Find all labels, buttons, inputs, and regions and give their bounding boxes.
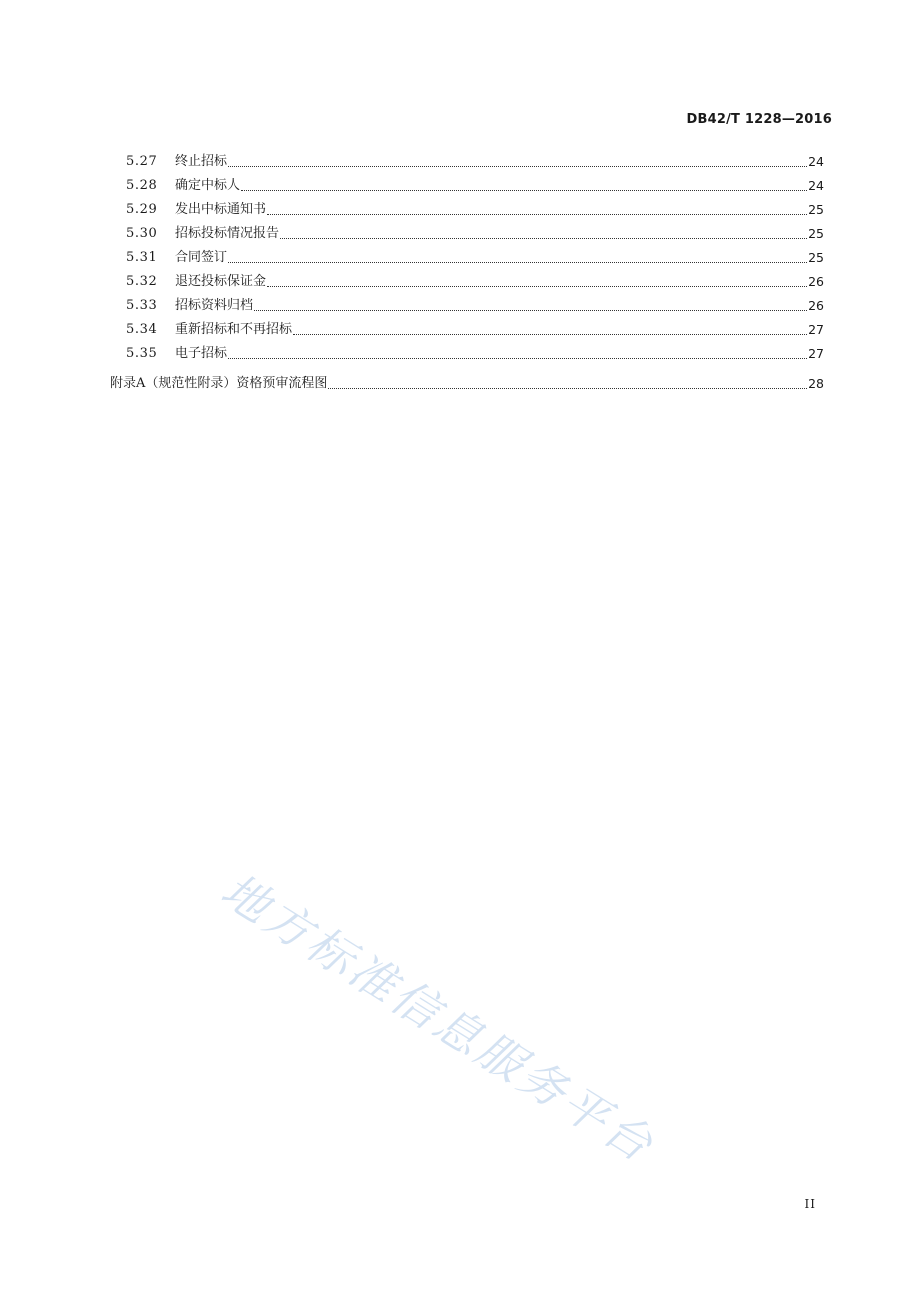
toc-entry-number: 5.34: [126, 322, 158, 337]
toc-appendix-page: 28: [808, 376, 824, 391]
toc-entry[interactable]: [126, 294, 824, 314]
toc-entry-title: 合同签订: [175, 250, 228, 265]
toc-entry-page: 25: [808, 250, 824, 265]
toc-entry-title: 退还投标保证金: [175, 274, 267, 289]
toc-entry-page: 24: [808, 154, 824, 169]
toc-appendix-title: 附录A（规范性附录）资格预审流程图: [110, 376, 328, 391]
toc-entry-page: 27: [808, 322, 824, 337]
toc-entry-page: 24: [808, 178, 824, 193]
toc-entry[interactable]: [126, 150, 824, 170]
dot-leader: [241, 189, 807, 191]
toc-entry-page: 26: [808, 298, 824, 313]
toc-entry-number: 5.30: [126, 226, 158, 241]
toc-entry[interactable]: [126, 270, 824, 290]
toc-entry-title: 发出中标通知书: [175, 202, 267, 217]
dot-leader: [280, 237, 807, 239]
toc-entry-title: 终止招标: [175, 154, 228, 169]
toc-entry[interactable]: [126, 174, 824, 194]
toc-entry-number: 5.28: [126, 178, 158, 193]
dot-leader: [328, 387, 807, 389]
toc-entry[interactable]: [126, 198, 824, 218]
toc-entry-title: 招标资料归档: [175, 298, 254, 313]
toc-entry-number: 5.35: [126, 346, 158, 361]
toc-entry-number: 5.31: [126, 250, 158, 265]
toc-entry[interactable]: [126, 222, 824, 242]
toc-entry-title: 电子招标: [175, 346, 228, 361]
dot-leader: [254, 309, 807, 311]
toc-entry-title: 招标投标情况报告: [175, 226, 280, 241]
toc-entry-title: 重新招标和不再招标: [175, 322, 293, 337]
toc-entry-number: 5.32: [126, 274, 158, 289]
toc-entry[interactable]: [126, 246, 824, 266]
dot-leader: [228, 165, 807, 167]
dot-leader: [267, 285, 807, 287]
toc-entry-number: 5.29: [126, 202, 158, 217]
toc-entry-page: 25: [808, 226, 824, 241]
page-number: II: [804, 1197, 816, 1211]
toc-entry-number: 5.27: [126, 154, 158, 169]
toc-entry-title: 确定中标人: [175, 178, 241, 193]
dot-leader: [228, 261, 807, 263]
dot-leader: [267, 213, 807, 215]
toc-entry-number: 5.33: [126, 298, 158, 313]
toc-entry[interactable]: [126, 318, 824, 338]
document-code: DB42/T 1228—2016: [686, 112, 832, 127]
toc-entry-page: 25: [808, 202, 824, 217]
toc-entry-page: 27: [808, 346, 824, 361]
toc-entry[interactable]: [126, 342, 824, 362]
dot-leader: [228, 357, 807, 359]
toc-appendix-entry[interactable]: [110, 372, 824, 392]
dot-leader: [293, 333, 807, 335]
watermark: 地方标准信息服务平台: [212, 862, 665, 1174]
toc-entry-page: 26: [808, 274, 824, 289]
